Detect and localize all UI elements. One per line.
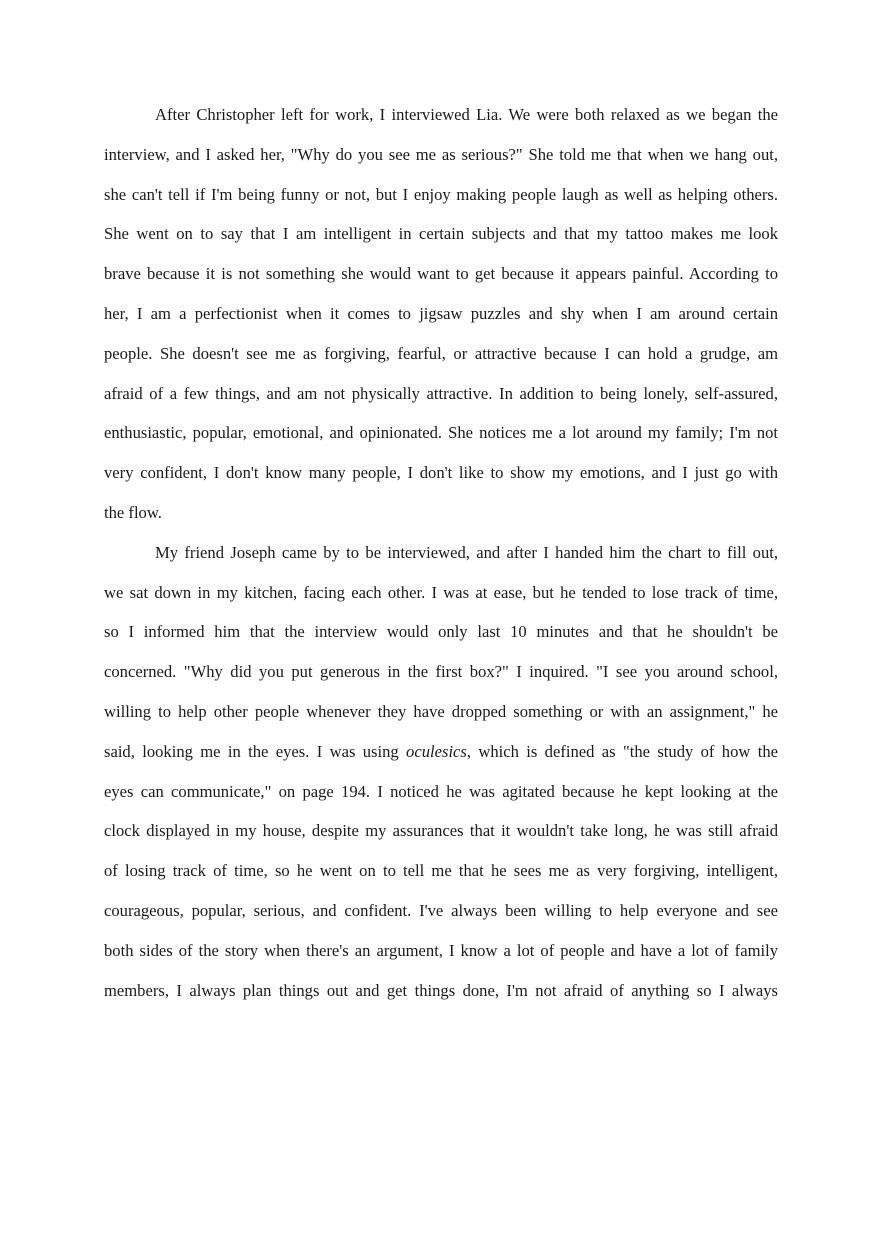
text-segment: , which is defined as "the study of how the [466,741,778,761]
text-line: After Christopher left for work, I interviewed Lia. We were both relaxed as we began the [155,105,778,124]
text-line: so I informed him that the interview would only last 10 minutes and that he shouldn't be [104,622,778,642]
text-line: the flow. [104,502,162,522]
text-line: enthusiastic, popular, emotional, and opinionated. She notices me a lot around my family; I'm not [104,423,778,443]
paragraph-joseph-interview [104,533,778,1011]
text-line: we sat down in my kitchen, facing each other. I was at ease, but he tended to lose track of time, [104,582,778,602]
text-line: My friend Joseph came by to be interviewed, and after I handed him the chart to fill out, [155,542,778,562]
text-line-with-italic [104,732,778,772]
text-line: interview, and I asked her, "Why do you see me as serious?" She told me that when we hang out, [104,144,778,164]
text-line: concerned. "Why did you put generous in the first box?" I inquired. "I see you around school, [104,662,778,682]
text-segment: said, looking me in the eyes. I was using [104,741,407,761]
paragraph-lia-interview [104,95,778,533]
text-line: both sides of the story when there's an argument, I know a lot of people and have a lot of family [104,940,778,960]
text-line: very confident, I don't know many people, I don't like to show my emotions, and I just go with [104,463,778,483]
italic-term: oculesics [406,741,467,761]
text-line: She went on to say that I am intelligent in certain subjects and that my tattoo makes me look [104,224,778,244]
text-line: of losing track of time, so he went on to tell me that he sees me as very forgiving, intelligent, [104,861,778,881]
essay-body [104,95,778,1010]
text-line: her, I am a perfectionist when it comes to jigsaw puzzles and shy when I am around certain [104,303,778,323]
text-line: she can't tell if I'm being funny or not, but I enjoy making people laugh as well as helping others. [104,184,778,204]
text-line: afraid of a few things, and am not physically attractive. In addition to being lonely, self-assured, [104,383,778,403]
text-line: people. She doesn't see me as forgiving, fearful, or attractive because I can hold a grudge, am [104,343,778,363]
text-line: willing to help other people whenever they have dropped something or with an assignment," he [104,701,778,721]
text-line: clock displayed in my house, despite my assurances that it wouldn't take long, he was still afraid [104,821,778,841]
text-line: brave because it is not something she would want to get because it appears painful. According to [104,264,778,284]
text-line: courageous, popular, serious, and confident. I've always been willing to help everyone and see [104,900,778,920]
text-line: members, I always plan things out and get things done, I'm not afraid of anything so I always [104,980,778,1000]
text-line: eyes can communicate," on page 194. I noticed he was agitated because he kept looking at the [104,781,778,801]
